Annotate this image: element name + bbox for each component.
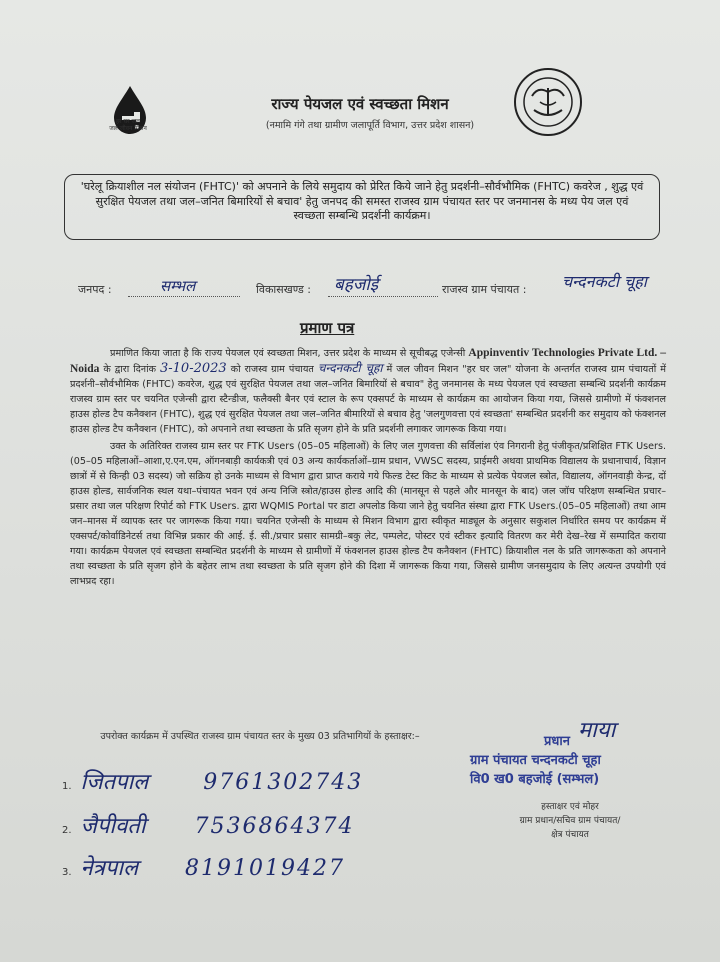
page-subtitle: (नमामि गंगे तथा ग्रामीण जलापूर्ति विभाग, उत्तर प्रदेश शासन) xyxy=(265,120,475,131)
janpad-value: सम्भल xyxy=(160,277,196,295)
signatory-number: 1. xyxy=(62,781,72,792)
signatory-number: 3. xyxy=(62,867,72,878)
signatory-name: नेत्रपाल xyxy=(80,856,139,881)
gram-panchayat-value: चन्दनकटी चूहा xyxy=(562,272,647,291)
body-paragraph-1 xyxy=(70,346,666,438)
signatory-name: जितपाल xyxy=(80,770,149,795)
banner-text: 'घरेलू क्रियाशील नल संयोजन (FHTC)' को अपनाने के लिये समुदाय को प्रेरित किये जाने हेतु प्रदर्शनी–सौर्वभौमिक (FHTC) कवरेज , शुद्ध एवं सुरक्षित पेयजल तथा जल–जनित बिमारियों से बचाव' हेतु जनपद की समस्त राजस्व ग्राम पंचायत स्तर पर जनमानस के मध्य पेय जल एवं स्वच्छता सम्बन्धि प्रदर्शनी कार्यक्रम। xyxy=(80,180,644,222)
certificate-body xyxy=(70,346,666,591)
body-paragraph-2: उक्त के अतिरिक्त राजस्व ग्राम स्तर पर FTK Users (05–05 महिलाओं) के लिए जल गुणवत्ता की सर्विलांश एंव निगरानी हेतु पंजीकृत/प्रशिक्षित FTK Users.(05–05 महिलाओं–आशा,ए.एन.एम, ऑगनबाड़ी कार्यकत्री एवं 03 अन्य कार्यकर्ताओं–ग्राम प्रधान, VWSC सदस्य, प्राईमरी अथवा प्राथमिक विद्यालय के प्रधानाचार्य, विज्ञान छात्रों में से किन्ही 03 सदस्य) जो सक्रिय हो उनके माध्यम से विभाग द्वारा प्राप्त कराये गये फिल्ड टेस्ट किट के माध्यम से प्रत्येक पेयजल स्त्रोत, विद्यालय, ऑगनवाड़ी केन्द्र, दों हाउस होल्ड, सार्वजनिक स्थल यथा–पंचायत भवन एवं अन्य निजि स्त्रोत/हाउस होल्ड आदि की (मानसून से पहले और मानसून के बाद) जल जॉच परिक्षण सम्बन्धित प्रचार–प्रसार तथा जल परिक्षण रिपोर्ट को FTK Users. द्वारा WQMIS Portal पर डाटा अपलोड किया जाने हेतु चयनित संस्था द्वारा FTK Users.(05–05 महिलाओं) तथा आम जन–मानस में व्यापक स्तर पर जागरूक किया गया। चयनित एजेन्सी के माध्यम से मिशन विभाग द्वारा स्वीकृत माड्यूल के अनुसार सकुशल निर्धारित समय पर कार्यक्रम में एक्सपर्ट/कोर्वाडिनेटर्स तथा विभिन्न प्रकार की आई. ई. सी./प्रचार प्रसार सामग्री–बकु लेट, पम्पलेट, पोस्टर एवं स्टीकर इत्यादि वितरण कर मेरी देख–रेख में सम्पादित कराया गया। कार्यक्रम पेयजल एवं स्वच्छता सम्बन्धित प्रदर्शनी के माध्यम से ग्रामीणों में फंक्शनल हाउस होल्ड टैप कनैक्शन (FHTC) क्रियाशील नल के प्रति जागरूकता को अपनाने तथा स्वच्छता के प्रति सृजग होने के बहेतर लाभ तथा स्वच्छता के प्रति सृजग होने की दिशा में जागरूक किया गया, जिससे ग्रामीण जनसमुदाय के लिए अत्यन्त उपयोगी एवं लाभप्रद रहा। xyxy=(70,440,667,588)
signatory-row-1 xyxy=(62,766,363,796)
signatories-intro: उपरोक्त कार्यक्रम में उपस्थित राजस्व ग्राम पंचायत स्तर के मुख्य 03 प्रतिभागियों के हस्ताक्षर:– xyxy=(100,731,420,742)
p1-part-d: में जल जीवन मिशन "हर घर जल" योजना के अन्तर्गत राजस्व ग्राम पंचायतों में प्रदर्शनी–सौर्वभौमिक (FHTC) कवरेज, शुद्ध एवं सुरक्षित पेयजल तथा जल–जनित बिमारियों से बचाव" हेतु जनमानस के मध्य पेयजल एवं स्वच्छता सम्बन्धि प्रदर्शनी कार्यक्रम राजस्व ग्राम स्तर पर चयनित एजेन्सी द्वारा स्टैन्डीज, फलैक्सी बैनर एवं स्टाल के रूप एक्सपर्ट के माध्यम से कार्यक्रम का आयोजन किया गया, जिससे ग्रामीणो में फंक्शनल हाउस होल्ड टैप कनैक्शन (FHTC), शुद्ध एवं सुरक्षित पेयजल तथा जल–जनित बीमारियों से बचाव हेतु 'जलगुणवत्ता एवं स्वच्छता' सम्बन्धित प्रदर्शनी कर समुदाय को फंक्शनल हाउस होल्ड टैप कनैक्शन (FHTC), को अपनाने तथा स्वच्छता के प्रति सृजग होने के प्रति प्रदर्शनी लगाकर जागरूक किया गया। xyxy=(70,364,666,436)
vikaskhand-underline xyxy=(328,296,438,297)
program-date: 3-10-2023 xyxy=(160,361,227,377)
agency-name: Appinventiv Technologies Private Ltd. – Noida xyxy=(70,347,666,376)
vikaskhand-label: विकासखण्ड : xyxy=(256,283,312,296)
stamp-caption-line-3: क्षेत्र पंचायत xyxy=(551,830,589,840)
p1-part-a: प्रमाणित किया जाता है कि राज्य पेयजल एवं स्वच्छता मिशन, उत्तर प्रदेश के माध्यम से सूचीबद्ध एजेन्सी xyxy=(110,348,466,359)
janpad-label: जनपद : xyxy=(78,283,112,296)
stamp-line-2: ग्राम पंचायत चन्दनकटी चूहा xyxy=(470,753,601,768)
janpad-underline xyxy=(128,296,240,297)
stamp-caption xyxy=(470,800,670,842)
vikaskhand-value: बहजोई xyxy=(334,275,379,295)
stamp-line-1: प्रधान xyxy=(544,734,570,749)
signatory-number: 2. xyxy=(62,825,72,836)
signatory-phone: 9761302743 xyxy=(203,770,364,795)
pradhan-signature: माया xyxy=(578,718,616,743)
certificate-heading: प्रमाण पत्र xyxy=(300,319,355,337)
p1-part-b: के द्वारा दिनांक xyxy=(103,364,156,376)
stamp-caption-line-2: ग्राम प्रधान/सचिव ग्राम पंचायत/ xyxy=(519,816,621,826)
p1-part-c: को राजस्व ग्राम पंचायत xyxy=(230,364,314,376)
signatory-name: जैपीवती xyxy=(80,814,146,839)
left-logo-caption: हर घर जल जल जीवन मिशन xyxy=(109,118,147,132)
signatory-row-3 xyxy=(62,852,345,882)
gram-panchayat-label: राजस्व ग्राम पंचायत : xyxy=(442,283,527,296)
signatory-row-2 xyxy=(62,810,355,840)
har-ghar-jal-logo-icon xyxy=(100,82,160,142)
signatory-phone: 8191019427 xyxy=(185,856,345,881)
pradhan-stamp xyxy=(470,732,670,789)
stamp-caption-line-1: हस्ताक्षर एवं मोहर xyxy=(541,802,599,812)
page-title: राज्य पेयजल एवं स्वच्छता मिशन xyxy=(271,95,449,113)
program-banner xyxy=(64,174,660,240)
stamp-line-3: वि0 ख0 बहजोई (सम्भल) xyxy=(470,772,600,787)
village-handwritten: चन्दनकटी चूहा xyxy=(317,361,383,376)
signatory-phone: 7536864374 xyxy=(194,814,355,839)
